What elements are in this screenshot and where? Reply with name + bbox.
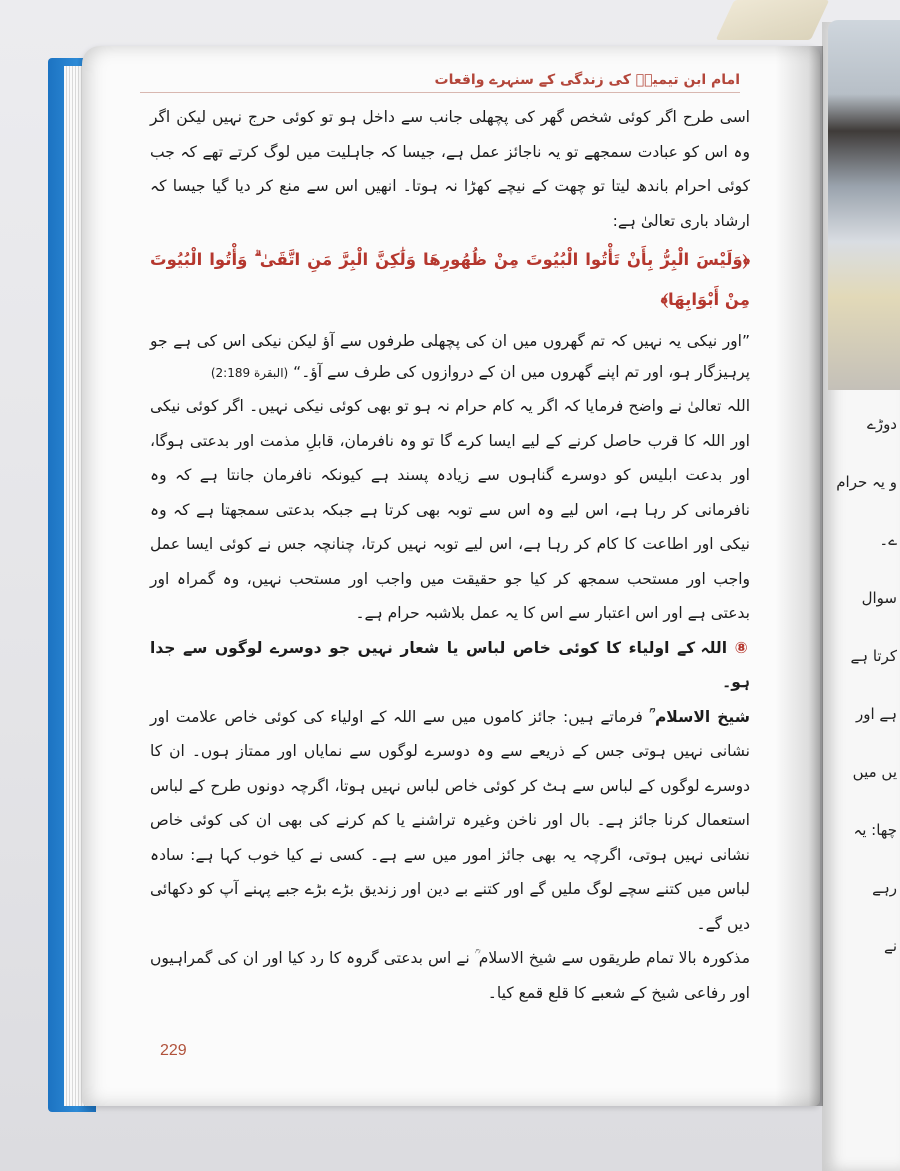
point-text: اللہ کے اولیاء کا کوئی خاص لباس یا شعار نہیں جو دوسرے لوگوں سے جدا ہو۔ [150, 638, 750, 691]
verse-translation [150, 326, 750, 389]
facing-page-text [835, 395, 897, 975]
running-header: امام ابن تیمیہؒ کی زندگی کے سنہرے واقعات [140, 72, 740, 93]
facing-fragment: چھا: یہ [853, 821, 897, 839]
paragraph [150, 700, 750, 942]
bookmark-ribbon [716, 0, 830, 40]
page-gutter-shadow [775, 46, 823, 1106]
point-number: ⑧ [734, 638, 750, 657]
paragraph-text: فرماتے ہیں: جائز کاموں میں سے اللہ کے اولیاء کی کوئی خاص علامت اور نشانی نہیں ہوتی جس کے ذریعے سے وہ دوسرے لوگوں سے نمایاں اور ممتاز ہوں۔ ان کا دوسرے لوگوں کے لباس سے ہٹ کر کوئی خاص لباس نہیں ہوتا، اگرچہ دونوں طرح کے لباس استعمال کرنا جائز ہے۔ بال اور ناخن وغیرہ تراشنے یا کم کرنے کی بھی ان کی کوئی خاص نشانی نہیں ہوتی، اگرچہ یہ بھی جائز امور میں سے ہے۔ کسی نے کیا خوب کہا ہے: سادہ لباس میں کتنے سچے لوگ ملیں گے اور کتنے بے دین اور زندیق بڑے بڑے جبے پہنے آپ کو دکھائی دیں گے۔ [150, 707, 750, 933]
facing-fragment: نے [884, 937, 897, 955]
facing-fragment: یں میں [852, 763, 897, 781]
verse-reference: (البقرة 2:189) [210, 366, 289, 380]
paragraph: مذکورہ بالا تمام طریقوں سے شیخ الاسلام ؒ نے اس بدعتی گروہ کا رد کیا اور ان کی گمراہیوں اور رفاعی شیخ کے شعبے کا قلع قمع کیا۔ [150, 949, 750, 1002]
page-number: 229 [160, 1042, 187, 1059]
facing-fragment: دوڑے [867, 415, 897, 433]
facing-fragment: رہے [872, 879, 897, 897]
page-body [150, 100, 750, 1010]
facing-fragment: و یہ حرام [836, 473, 897, 491]
numbered-point [150, 631, 750, 700]
facing-page-photo [828, 20, 900, 390]
quran-verse: ﴿وَلَيْسَ الْبِرُّ بِأَنْ تَأْتُوا الْبُيُوتَ مِنْ ظُهُورِهَا وَلَٰكِنَّ الْبِرَّ مَنِ اتَّقَىٰ ۗ وَأْتُوا الْبُيُوتَ مِنْ أَبْوَابِهَا﴾ [150, 250, 750, 309]
paragraph-lead: شیخ الاسلام ؒ [649, 707, 750, 726]
facing-fragment: کرتا ہے [850, 647, 897, 665]
facing-fragment: ہے اور [855, 705, 897, 723]
translation-text: ”اور نیکی یہ نہیں کہ تم گھروں میں ان کی پچھلی طرفوں سے آؤ لیکن نیکی اس کی ہے جو پرہیزگار ہو، اور تم اپنے گھروں میں ان کے دروازوں کی طرف سے آؤ۔“ [150, 332, 750, 381]
paragraph: اسی طرح اگر کوئی شخص گھر کی پچھلی جانب سے داخل ہو تو کوئی حرج نہیں لیکن اگر وہ اس کو عبادت سمجھے تو یہ ناجائز عمل ہے، جیسا کہ جاہلیت میں لوگ کرتے تھے کہ جب کوئی احرام باندھ لیتا تو چھت کے نیچے کھڑا نہ ہوتا۔ انھیں اس سے منع کر دیا گیا جیسا کہ ارشاد باری تعالیٰ ہے: [150, 108, 750, 230]
facing-fragment: سوال [861, 589, 897, 607]
facing-fragment: ے۔ [879, 531, 897, 549]
paragraph: اللہ تعالیٰ نے واضح فرمایا کہ اگر یہ کام حرام نہ ہو تو بھی کوئی نیکی نہیں۔ اگر کوئی نیکی اور اللہ کا قرب حاصل کرنے کے لیے ایسا کرے گا تو وہ نافرمان، قابلِ مذمت اور بدعتی ہوگا، اور بدعت ابلیس کو دوسرے گناہوں سے زیادہ پسند ہے کیونکہ نافرمان جانتا ہے کہ وہ نافرمانی کر رہا ہے، اس لیے وہ اس سے توبہ بھی کرتا ہے جبکہ بدعتی سمجھتا ہے کہ وہ نیکی اور اطاعت کا کام کر رہا ہے، اس لیے توبہ نہیں کرتا، چنانچہ جس نے کوئی ایسا عمل واجب اور مستحب سمجھ کر کیا جو حقیقت میں واجب اور مستحب نہیں، وہ گمراہ اور بدعتی ہے اور اس اعتبار سے اس کا یہ عمل بلاشبہ حرام ہے۔ [150, 397, 750, 622]
